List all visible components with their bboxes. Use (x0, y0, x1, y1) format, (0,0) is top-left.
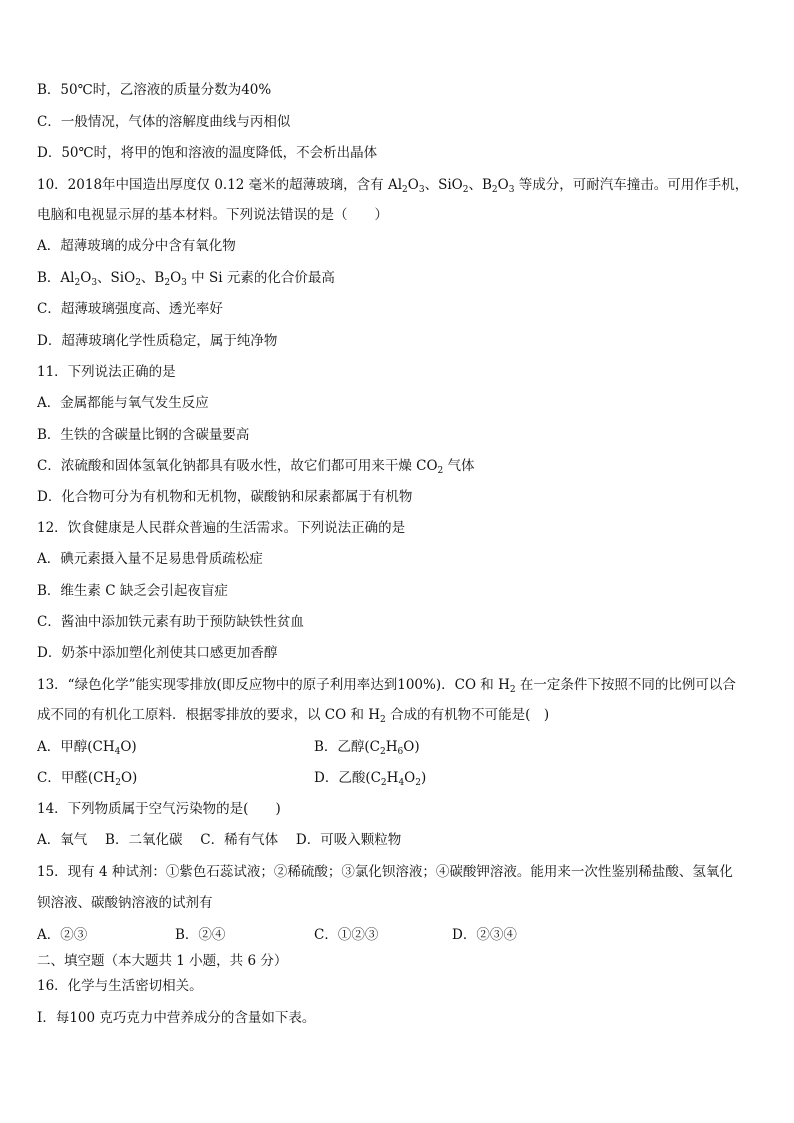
q15-option-b: B．②④ (175, 927, 226, 943)
q10-option-d: D．超薄玻璃化学性质稳定，属于纯净物 (37, 333, 278, 349)
q9-option-d: D．50℃时，将甲的饱和溶液的温度降低，不会析出晶体 (37, 145, 378, 161)
section-2-heading: 二、填空题（本大题共 1 小题，共 6 分） (37, 953, 288, 969)
q12-stem: 12．饮食健康是人民群众普遍的生活需求。下列说法正确的是 (37, 520, 406, 536)
q12-option-d: D．奶茶中添加塑化剂使其口感更加香醇 (37, 645, 278, 661)
q11-option-b: B．生铁的含碳量比钢的含碳量要高 (37, 427, 250, 443)
q15-option-c: C．①②③ (314, 927, 379, 943)
q15-option-d: D．②③④ (452, 927, 517, 943)
q9-option-c: C．一般情况，气体的溶解度曲线与丙相似 (37, 114, 291, 130)
q12-option-a: A．碘元素摄入量不足易患骨质疏松症 (37, 551, 263, 567)
q14-options: A．氧气 B．二氧化碳 C．稀有气体 D．可吸入颗粒物 (37, 832, 402, 848)
q10-option-b: B．$Al_2O_3$、SiO$_2$、$B_2O_3$ 中 Si 元素的化合价最高 (37, 270, 335, 288)
q10-stem-line1: 10．2018年中国造出厚度仅 0.12 毫米的超薄玻璃，含有 $Al_2O_3$、SiO$_2$、$B_2O_3$ 等成分，可耐汽车撞击。可用作手机， (37, 177, 749, 195)
q10-stem-line2: 电脑和电视显示屏的基本材料。下列说法错误的是（ ） (37, 207, 388, 223)
q13-stem-line1: 13．“绿色化学”能实现零排放(即反应物中的原子利用率达到100%)．CO 和 $H_2$ 在一定条件下按照不同的比例可以合 (37, 677, 736, 695)
q15-stem-line2: 钡溶液、碳酸钠溶液的试剂有 (37, 895, 213, 911)
q13-option-b: B．乙醇$(C_2H_6O)$ (314, 739, 420, 757)
q11-option-d: D．化合物可分为有机物和无机物，碳酸钠和尿素都属于有机物 (37, 489, 413, 505)
q11-option-c: C．浓硫酸和固体氢氧化钠都具有吸水性，故它们都可用来干燥 $CO_2$ 气体 (37, 458, 475, 476)
q13-stem-line2: 成不同的有机化工原料．根据零排放的要求，以 CO 和 $H_2$ 合成的有机物不可能是( ) (37, 707, 550, 725)
q14-stem: 14．下列物质属于空气污染物的是( ) (37, 801, 281, 817)
q9-option-b: B．50℃时，乙溶液的质量分数为40% (37, 82, 272, 98)
q11-stem: 11．下列说法正确的是 (37, 364, 176, 380)
q13-option-d: D．乙酸$(C_2H_4O_2)$ (314, 770, 427, 788)
q13-option-c: C．甲醛$(CH_2O)$ (37, 770, 138, 788)
q10-option-a: A．超薄玻璃的成分中含有氧化物 (37, 238, 236, 254)
q16-stem: 16．化学与生活密切相关。 (37, 978, 203, 994)
q12-option-b: B．维生素 C 缺乏会引起夜盲症 (37, 583, 228, 599)
q15-stem-line1: 15．现有 4 种试剂：①紫色石蕊试液；②稀硫酸；③氯化钡溶液；④碳酸钾溶液。能用来一次性鉴别稀盐酸、氢氧化 (37, 864, 733, 880)
q11-option-a: A．金属都能与氧气发生反应 (37, 395, 209, 411)
q16-part-i: Ⅰ．每100 克巧克力中营养成分的含量如下表。 (37, 1010, 316, 1026)
q10-option-c: C．超薄玻璃强度高、透光率好 (37, 301, 223, 317)
q13-option-a: A．甲醇$(CH_4O)$ (37, 739, 137, 757)
q15-option-a: A．②③ (37, 927, 88, 943)
q12-option-c: C．酱油中添加铁元素有助于预防缺铁性贫血 (37, 614, 304, 630)
